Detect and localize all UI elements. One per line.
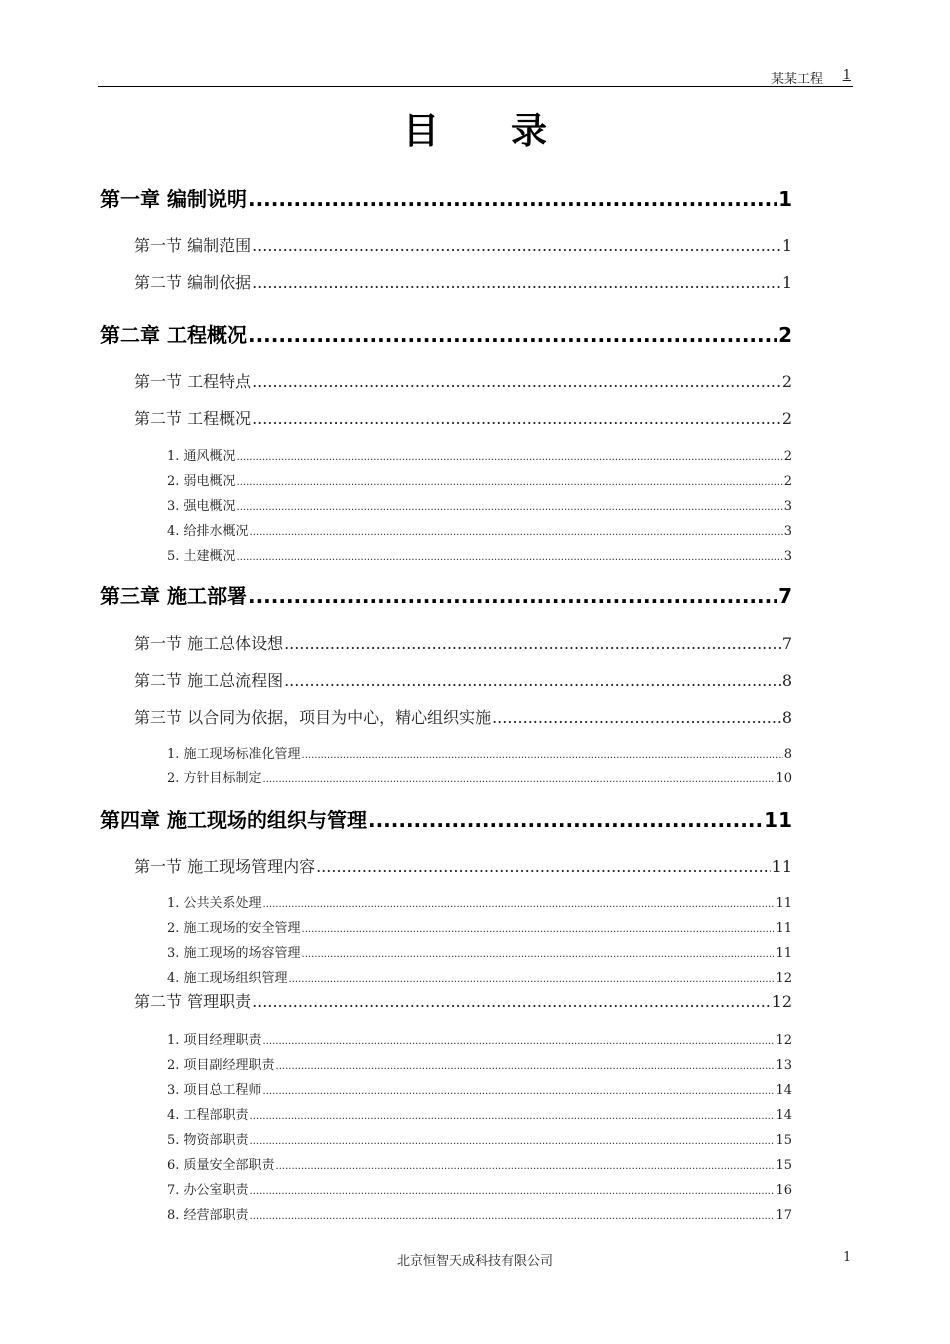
toc-entry-label: 6. 质量安全部职责 [167, 1158, 275, 1173]
toc-subsection-entry[interactable] [167, 1129, 792, 1148]
toc-dot-leader [250, 527, 783, 538]
toc-dot-leader [250, 1136, 775, 1147]
toc-subsection-entry[interactable] [167, 743, 792, 762]
toc-subsection-entry[interactable] [167, 967, 792, 986]
toc-entry-label: 1. 通风概况 [167, 449, 236, 464]
toc-dot-leader [492, 708, 781, 727]
toc-entry-page: 17 [775, 1208, 792, 1223]
toc-dot-leader [302, 924, 775, 935]
toc-entry-page: 15 [775, 1133, 792, 1148]
toc-entry-label: 第一节 施工现场管理内容 [134, 857, 316, 876]
toc-entry-label: 1. 公共关系处理 [167, 896, 262, 911]
toc-section-entry[interactable] [134, 406, 792, 429]
toc-entry-page: 2 [781, 409, 792, 428]
toc-entry-label: 1. 项目经理职责 [167, 1033, 262, 1048]
toc-subsection-entry[interactable] [167, 1054, 792, 1073]
toc-entry-page: 1 [781, 273, 792, 292]
toc-section-entry[interactable] [134, 369, 792, 392]
toc-dot-leader [263, 1086, 775, 1097]
toc-subsection-entry[interactable] [167, 767, 792, 786]
toc-entry-page: 12 [775, 971, 792, 986]
toc-dot-leader [248, 187, 777, 211]
toc-subsection-entry[interactable] [167, 1179, 792, 1198]
toc-section-entry[interactable] [134, 668, 792, 691]
toc-entry-label: 第一章 编制说明 [100, 187, 247, 211]
toc-dot-leader [263, 899, 775, 910]
toc-entry-label: 第二节 工程概况 [134, 409, 252, 428]
toc-dot-leader [368, 808, 763, 832]
toc-entry-label: 第四章 施工现场的组织与管理 [100, 808, 367, 832]
toc-section-entry[interactable] [134, 854, 792, 877]
toc-entry-label: 第一节 工程特点 [134, 372, 252, 391]
toc-entry-page: 11 [775, 921, 792, 936]
document-title: 目录 [402, 111, 619, 152]
toc-subsection-entry[interactable] [167, 942, 792, 961]
toc-entry-page: 2 [783, 474, 792, 489]
toc-dot-leader [263, 1036, 775, 1047]
toc-entry-page: 14 [775, 1083, 792, 1098]
toc-subsection-entry[interactable] [167, 917, 792, 936]
toc-subsection-entry[interactable] [167, 545, 792, 564]
toc-dot-leader [250, 1211, 775, 1222]
toc-entry-label: 第二节 管理职责 [134, 992, 252, 1011]
toc-dot-leader [237, 452, 783, 463]
toc-dot-leader [252, 992, 771, 1011]
toc-entry-label: 3. 项目总工程师 [167, 1083, 262, 1098]
toc-entry-page: 16 [775, 1183, 792, 1198]
toc-entry-label: 8. 经营部职责 [167, 1208, 249, 1223]
toc-entry-label: 4. 给排水概况 [167, 524, 249, 539]
toc-entry-page: 8 [781, 671, 792, 690]
toc-entry-page: 11 [771, 857, 792, 876]
toc-entry-page: 1 [778, 187, 792, 211]
toc-dot-leader [248, 584, 777, 608]
header-page-number: 1 [842, 68, 851, 83]
toc-dot-leader [302, 949, 775, 960]
toc-dot-leader [237, 477, 783, 488]
toc-section-entry[interactable] [134, 705, 792, 728]
toc-entry-label: 第二节 编制依据 [134, 273, 252, 292]
toc-entry-page: 13 [775, 1058, 792, 1073]
toc-entry-label: 第一节 施工总体设想 [134, 634, 284, 653]
toc-entry-label: 2. 施工现场的安全管理 [167, 921, 301, 936]
toc-section-entry[interactable] [134, 233, 792, 256]
toc-entry-label: 第一节 编制范围 [134, 236, 252, 255]
toc-dot-leader [263, 774, 775, 785]
toc-dot-leader [276, 1061, 775, 1072]
toc-entry-page: 2 [781, 372, 792, 391]
toc-entry-label: 3. 施工现场的场容管理 [167, 946, 301, 961]
toc-entry-page: 3 [783, 549, 792, 564]
toc-entry-page: 2 [783, 449, 792, 464]
toc-subsection-entry[interactable] [167, 445, 792, 464]
toc-entry-page: 10 [775, 771, 792, 786]
toc-dot-leader [250, 1111, 775, 1122]
toc-dot-leader [252, 273, 781, 292]
toc-dot-leader [252, 236, 781, 255]
toc-dot-leader [289, 974, 775, 985]
toc-entry-page: 8 [781, 708, 792, 727]
toc-entry-label: 第三章 施工部署 [100, 584, 247, 608]
toc-entry-page: 7 [778, 584, 792, 608]
toc-entry-page: 3 [783, 499, 792, 514]
toc-entry-label: 第三节 以合同为依据，项目为中心，精心组织实施 [134, 708, 492, 727]
toc-chapter-entry[interactable] [100, 319, 792, 348]
toc-entry-page: 15 [775, 1158, 792, 1173]
toc-subsection-entry[interactable] [167, 1154, 792, 1173]
toc-entry-label: 2. 方针目标制定 [167, 771, 262, 786]
toc-entry-label: 4. 工程部职责 [167, 1108, 249, 1123]
toc-entry-page: 11 [775, 946, 792, 961]
toc-entry-page: 14 [775, 1108, 792, 1123]
toc-entry-page: 1 [781, 236, 792, 255]
toc-subsection-entry[interactable] [167, 892, 792, 911]
toc-dot-leader [284, 671, 781, 690]
footer-company: 北京恒智天成科技有限公司 [396, 1254, 553, 1269]
toc-chapter-entry[interactable] [100, 183, 792, 212]
toc-entry-label: 2. 项目副经理职责 [167, 1058, 275, 1073]
toc-subsection-entry[interactable] [167, 1029, 792, 1048]
toc-entry-label: 3. 强电概况 [167, 499, 236, 514]
toc-dot-leader [302, 750, 783, 761]
toc-section-entry[interactable] [134, 631, 792, 654]
toc-dot-leader [250, 1186, 775, 1197]
toc-entry-label: 第二章 工程概况 [100, 323, 247, 347]
toc-dot-leader [284, 634, 781, 653]
header-title: 某某工程 [770, 72, 823, 87]
toc-entry-page: 7 [781, 634, 792, 653]
toc-entry-label: 2. 弱电概况 [167, 474, 236, 489]
toc-entry-label: 1. 施工现场标准化管理 [167, 747, 301, 762]
toc-entry-label: 4. 施工现场组织管理 [167, 971, 288, 986]
toc-entry-label: 7. 办公室职责 [167, 1183, 249, 1198]
toc-subsection-entry[interactable] [167, 495, 792, 514]
toc-entry-label: 第二节 施工总流程图 [134, 671, 284, 690]
toc-dot-leader [237, 552, 783, 563]
toc-entry-page: 11 [775, 896, 792, 911]
toc-subsection-entry[interactable] [167, 520, 792, 539]
toc-entry-label: 5. 土建概况 [167, 549, 236, 564]
toc-dot-leader [248, 323, 777, 347]
footer-page-number: 1 [843, 1250, 852, 1265]
toc-entry-page: 12 [771, 992, 792, 1011]
toc-entry-page: 3 [783, 524, 792, 539]
toc-subsection-entry[interactable] [167, 470, 792, 489]
toc-dot-leader [276, 1161, 775, 1172]
toc-dot-leader [316, 857, 771, 876]
toc-subsection-entry[interactable] [167, 1079, 792, 1098]
toc-chapter-entry[interactable] [100, 580, 792, 609]
toc-dot-leader [252, 372, 781, 391]
toc-subsection-entry[interactable] [167, 1104, 792, 1123]
toc-entry-page: 2 [778, 323, 792, 347]
toc-section-entry[interactable] [134, 270, 792, 293]
toc-entry-page: 11 [764, 808, 792, 832]
toc-entry-page: 8 [783, 747, 792, 762]
toc-dot-leader [252, 409, 781, 428]
toc-chapter-entry[interactable] [100, 804, 792, 833]
toc-dot-leader [237, 502, 783, 513]
toc-section-entry[interactable] [134, 989, 792, 1012]
toc-entry-label: 5. 物资部职责 [167, 1133, 249, 1148]
toc-entry-page: 12 [775, 1033, 792, 1048]
toc-subsection-entry[interactable] [167, 1204, 792, 1223]
